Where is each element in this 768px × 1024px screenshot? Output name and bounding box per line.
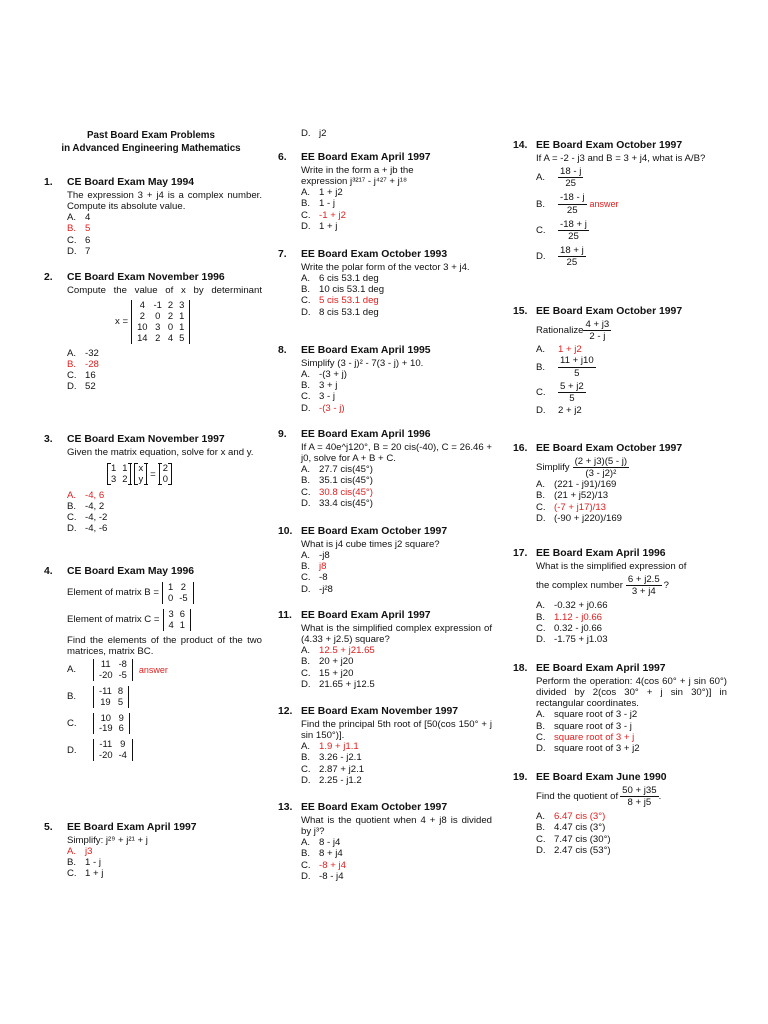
complex-number-expression: the complex number $\frac{6 + j2.5}{3 + j4}$ ? — [536, 574, 670, 598]
option-d: D. square root of 3 + j2 — [536, 742, 640, 754]
question-text: Perform the operation: 4(cos 60° + j sin 60°) divided by 2(cos 30° + j sin 30°)] in rectangular coordinates. — [536, 676, 727, 710]
problem-title: CE Board Exam November 1996 — [67, 272, 225, 283]
option-d: D. 8 cis 53.1 deg — [301, 306, 379, 318]
option-a: A. (221 - j91)/169 — [536, 479, 617, 491]
question-text: If A = 40e^j120°, B = 20 cis(-40), C = 26.46 + j0, solve for A + B + C. — [301, 442, 492, 465]
option-b: B. (21 + j52)/13 — [536, 490, 609, 502]
question-text: What is the quotient when 4 + j8 is divided by j³? — [301, 815, 492, 838]
option-b: B. j8 — [301, 561, 327, 573]
option-b: B. 1.12 - j0.66 — [536, 611, 603, 623]
option-d: D. -8 - j4 — [301, 870, 344, 882]
option-b: B. -28 — [67, 358, 99, 370]
option-a: A. $\frac{18 - j}{25}$ — [536, 166, 582, 190]
problem-19 — [513, 772, 727, 856]
title-line-2: in Advanced Engineering Mathematics — [61, 142, 241, 154]
option-d: D. 21.65 + j12.5 — [301, 678, 375, 690]
option-a: A. 6.47 cis (3°) — [536, 811, 606, 823]
problem-title: EE Board Exam October 1997 — [301, 802, 448, 813]
problem-title: CE Board Exam May 1994 — [67, 177, 195, 188]
option-c: C. 10 9 -19 6 — [67, 713, 262, 735]
option-c: C. -8 + j4 — [301, 859, 346, 871]
problem-title: EE Board Exam November 1997 — [301, 706, 459, 717]
problem-number: 8. — [278, 345, 287, 356]
problem-14 — [513, 140, 727, 268]
problem-2 — [44, 272, 262, 392]
option-c: C. 7.47 cis (30°) — [536, 833, 611, 845]
option-a: A. 12.5 + j21.65 — [301, 645, 375, 657]
question-text: Find the elements of the product of the two matrices, matrix BC. — [67, 634, 262, 657]
problem-title: EE Board Exam October 1997 — [536, 140, 683, 151]
problem-4 — [44, 566, 262, 761]
question-text: Simplify (3 - j)² - 7(3 - j) + 10. — [301, 358, 424, 370]
option-d: D. -j²8 — [301, 583, 333, 595]
problem-title: EE Board Exam October 1997 — [301, 526, 448, 537]
option-c: C. 5 cis 53.1 deg — [301, 295, 379, 307]
problem-16 — [513, 443, 727, 524]
option-d: D. 33.4 cis(45°) — [301, 497, 373, 509]
option-b: B. 1 - j — [67, 857, 101, 869]
problem-title: CE Board Exam May 1996 — [67, 566, 195, 577]
problem-title: EE Board Exam April 1997 — [67, 822, 197, 833]
problem-number: 19. — [513, 772, 528, 783]
option-d: D. 7 — [67, 245, 91, 257]
problem-title: EE Board Exam October 1997 — [536, 443, 683, 454]
problem-13 — [278, 802, 492, 882]
option-c: C. (-7 + j17)/13 — [536, 501, 606, 513]
question-text: Given the matrix equation, solve for x and y. — [67, 447, 254, 459]
problem-title: EE Board Exam October 1997 — [536, 306, 683, 317]
title-line-1: Past Board Exam Problems — [87, 130, 215, 141]
option-a: A. -32 — [67, 347, 99, 359]
option-c: C. $\frac{-18 + j}{25}$ — [536, 218, 587, 242]
option-d: D. 2.25 - j1.2 — [301, 774, 362, 786]
option-c: C. -1 + j2 — [301, 209, 346, 221]
option-b: B. 35.1 cis(45°) — [301, 475, 373, 487]
problem-10 — [278, 526, 492, 595]
problem-number: 5. — [44, 822, 53, 833]
option-b: B. square root of 3 - j — [536, 720, 632, 732]
matrix-c-def: Element of matrix C = 3 6 4 1 — [67, 609, 262, 631]
problem-number: 17. — [513, 548, 528, 559]
rationalize-expression: Rationalize $\frac{4 + j3}{2 - j}$ — [536, 319, 610, 343]
matrix-b-def: Element of matrix B = 1 2 0 -5 — [67, 582, 262, 604]
answer-marker: answer — [138, 664, 168, 675]
option-b: B. 3.26 - j2.1 — [301, 752, 362, 764]
equals-sign: = — [150, 468, 156, 480]
problem-number: 11. — [278, 610, 292, 621]
option-d: D. -1.75 + j1.03 — [536, 633, 608, 645]
problem-3 — [44, 434, 262, 535]
question-text: If A = -2 - j3 and B = 3 + j4, what is A/B? — [536, 153, 706, 165]
problem-number: 3. — [44, 434, 53, 445]
problem-number: 10. — [278, 526, 293, 537]
problem-title: EE Board Exam April 1997 — [301, 152, 431, 163]
option-d: D. -(3 - j) — [301, 402, 345, 414]
coefficient-matrix: 1 1 3 2 — [107, 463, 131, 485]
option-a: A. 8 - j4 — [301, 837, 341, 849]
problem-number: 15. — [513, 306, 528, 317]
option-a: A. -0.32 + j0.66 — [536, 600, 608, 612]
question-text: Write in the form a + jb the — [301, 165, 414, 177]
document-title — [46, 130, 256, 155]
option-c: C. -4, -2 — [67, 512, 108, 524]
option-d: D. (-90 + j220)/169 — [536, 512, 622, 524]
problem-number: 18. — [513, 663, 528, 674]
problem-number: 4. — [44, 566, 53, 577]
option-d: D. 2.47 cis (53°) — [536, 844, 611, 856]
problem-number: 1. — [44, 177, 53, 188]
option-c: C. square root of 3 + j — [536, 731, 635, 743]
problem-9 — [278, 429, 492, 509]
option-a: A. 4 — [67, 212, 91, 224]
problem-title: EE Board Exam April 1997 — [536, 663, 666, 674]
problem-number: 9. — [278, 429, 287, 440]
question-text: Find the principal 5th root of [50(cos 150° + j sin 150°)]. — [301, 719, 492, 742]
determinant-equation — [115, 300, 262, 344]
problem-number: 16. — [513, 443, 528, 454]
question-text-2: expression j³²¹⁷ - j⁴²⁷ + j¹⁸ — [301, 176, 407, 188]
option-a: A. 1 + j2 — [536, 344, 582, 356]
option-b: B. 10 cis 53.1 deg — [301, 284, 385, 296]
option-b: B. 5 — [67, 223, 91, 235]
option-d: D. 1 + j — [301, 220, 338, 232]
problem-11 — [278, 610, 492, 690]
option-a: A. 6 cis 53.1 deg — [301, 273, 379, 285]
problem-number: 7. — [278, 249, 287, 260]
problem-6 — [278, 152, 492, 232]
problem-number: 14. — [513, 140, 528, 151]
problem-number: 13. — [278, 802, 293, 813]
problem-8 — [278, 345, 492, 414]
problem-number: 2. — [44, 272, 53, 283]
question-text: Simplify: j²⁹ + j²¹ + j — [67, 835, 148, 847]
problem-15 — [513, 306, 727, 416]
option-d: D. -11 9 -20 -4 — [67, 739, 262, 761]
option-b: B. 8 + j4 — [301, 848, 343, 860]
option-b: B. 3 + j — [301, 380, 338, 392]
option-c: C. -8 — [301, 572, 328, 584]
option-a: A. 1 + j2 — [301, 187, 343, 199]
problem-title: EE Board Exam June 1990 — [536, 772, 667, 783]
option-b: B. $\frac{11 + j10}{5}$ — [536, 355, 594, 379]
option-b: B. $\frac{-18 - j}{25}$ answer — [536, 192, 619, 216]
problem-number: 12. — [278, 706, 293, 717]
constant-vector: 2 0 — [159, 463, 172, 485]
x-label: x = — [115, 316, 129, 328]
quotient-expression: Find the quotient of $\frac{50 + j35}{8 + j5}$ . — [536, 785, 662, 809]
question-text: What is j4 cube times j2 square? — [301, 539, 440, 551]
problem-title: EE Board Exam April 1996 — [301, 429, 431, 440]
option-a: A. 27.7 cis(45°) — [301, 464, 373, 476]
option-b: B. 4.47 cis (3°) — [536, 822, 606, 834]
option-d: D. $\frac{18 + j}{25}$ — [536, 244, 584, 269]
problem-title: EE Board Exam October 1993 — [301, 249, 448, 260]
question-text: What is the simplified complex expression of (4.33 + j2.5) square? — [301, 623, 492, 646]
option-a: A. -j8 — [301, 550, 330, 562]
question-text: What is the simplified expression of — [536, 561, 687, 573]
option-a: A. j3 — [67, 846, 93, 858]
option-c: C. 2.87 + j2.1 — [301, 763, 365, 775]
problem-12 — [278, 706, 492, 786]
option-d: D. j2 — [301, 128, 327, 139]
problem-5-continued — [278, 128, 492, 139]
problem-title: EE Board Exam April 1996 — [536, 548, 666, 559]
option-a: A. -(3 + j) — [301, 369, 347, 381]
option-c: C. 0.32 - j0.66 — [536, 622, 603, 634]
problem-title: EE Board Exam April 1995 — [301, 345, 431, 356]
option-a: A. square root of 3 - j2 — [536, 709, 638, 721]
question-text: The expression 3 + j4 is a complex number. Compute its absolute value. — [67, 190, 262, 213]
option-c: C. 30.8 cis(45°) — [301, 486, 373, 498]
problem-17 — [513, 548, 727, 645]
matrix-c: 3 6 4 1 — [163, 609, 191, 631]
question-text: Compute the value of x by determinant — [67, 285, 262, 297]
option-c: C. 1 + j — [67, 868, 104, 880]
option-c: C. 16 — [67, 370, 96, 382]
problem-number: 6. — [278, 152, 287, 163]
question-text: Write the polar form of the vector 3 + j4. — [301, 262, 470, 274]
option-d: D. -4, -6 — [67, 523, 108, 535]
problem-5 — [44, 822, 262, 880]
option-b: B. 1 - j — [301, 198, 335, 210]
option-a: A. 11 -8 -20 -5 answer — [67, 657, 168, 680]
option-b: B. 20 + j20 — [301, 656, 354, 668]
option-a: A. 1.9 + j1.1 — [301, 741, 359, 753]
option-b: B. -11 8 19 5 — [67, 686, 262, 708]
option-d: D. 52 — [67, 381, 96, 393]
problem-18 — [513, 663, 727, 754]
problem-7 — [278, 249, 492, 318]
option-d: D. 2 + j2 — [536, 404, 582, 416]
variable-vector: x y — [134, 463, 147, 485]
matrix-equation — [107, 463, 262, 485]
option-a: A. -4, 6 — [67, 490, 105, 501]
problem-title: EE Board Exam April 1997 — [301, 610, 431, 621]
simplify-expression: Simplify $\frac{(2 + j3)(5 - j)}{\text{(3 - j2)²}}$ — [536, 456, 628, 480]
answer-marker: answer — [589, 198, 619, 209]
option-c: C. 6 — [67, 234, 91, 246]
problem-1 — [44, 177, 262, 257]
option-c: C. $\frac{5 + j2}{5}$ — [536, 380, 584, 404]
option-c: C. 3 - j — [301, 391, 335, 403]
determinant-matrix: 4 -1 2 3 2 0 2 1 10 3 0 1 14 2 4 5 — [131, 300, 190, 344]
matrix-b: 1 2 0 -5 — [162, 582, 194, 604]
option-b: B. -4, 2 — [67, 501, 105, 513]
option-c: C. 15 + j20 — [301, 667, 354, 679]
problem-title: CE Board Exam November 1997 — [67, 434, 225, 445]
